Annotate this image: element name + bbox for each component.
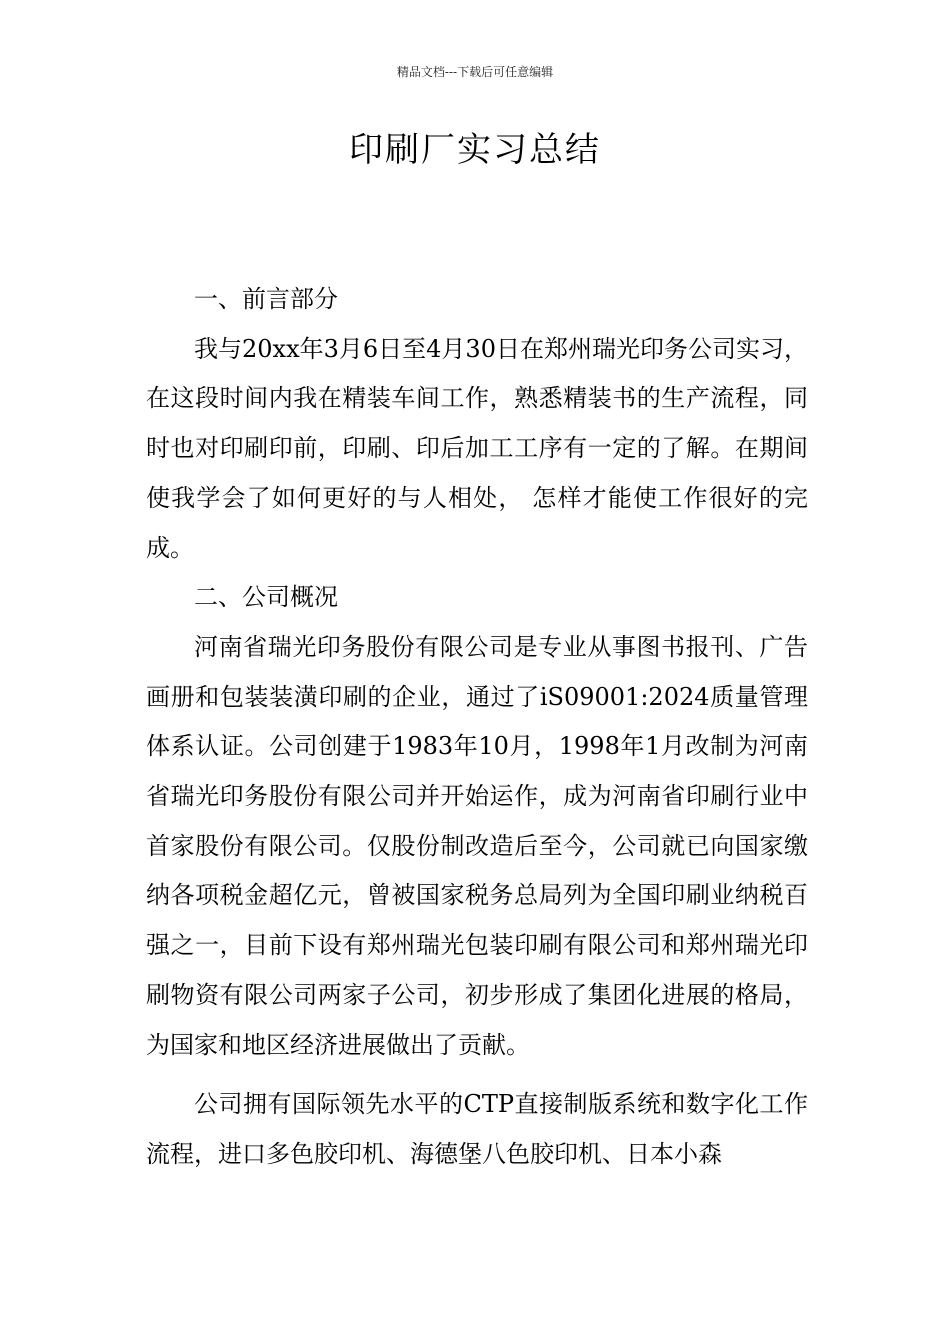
document-title: 印刷厂实习总结 [349,130,601,170]
paragraph-company-history: 河南省瑞光印务股份有限公司是专业从事图书报刊、广告画册和包装装潢印刷的企业，通过了iS09001:2024质量管理体系认证。公司创建于1983年10月，1998年1月改制为河南省瑞光印务股份有限公司并开始运作，成为河南省印刷行业中首家股份有限公司。仅股份制改造后至今，公司就已向国家缴纳各项税金超亿元，曾被国家税务总局列为全国印刷业纳税百强之一，目前下设有郑州瑞光包装印刷有限公司和郑州瑞光印刷物资有限公司两家子公司，初步形成了集团化进展的格局，为国家和地区经济进展做出了贡献。 [146,632,808,1059]
page-header-note: 精品文档---下载后可任意编辑 [396,65,554,79]
section-heading-company-overview: 二、公司概况 [194,583,338,612]
paragraph-internship-intro: 我与20xx年3月6日至4月30日在郑州瑞光印务公司实习，在这段时间内我在精装车间工作，熟悉精装书的生产流程，同时也对印刷印前，印刷、印后加工工序有一定的了解。在期间使我学会了如何更好的与人相处， 怎样才能使工作很好的完成。 [146,334,808,562]
document-body [146,275,808,1180]
section-heading-preface: 一、前言部分 [194,285,338,313]
paragraph-company-equipment: 公司拥有国际领先水平的CTP直接制版系统和数字化工作流程，进口多色胶印机、海德堡八色胶印机、日本小森 [146,1090,808,1168]
